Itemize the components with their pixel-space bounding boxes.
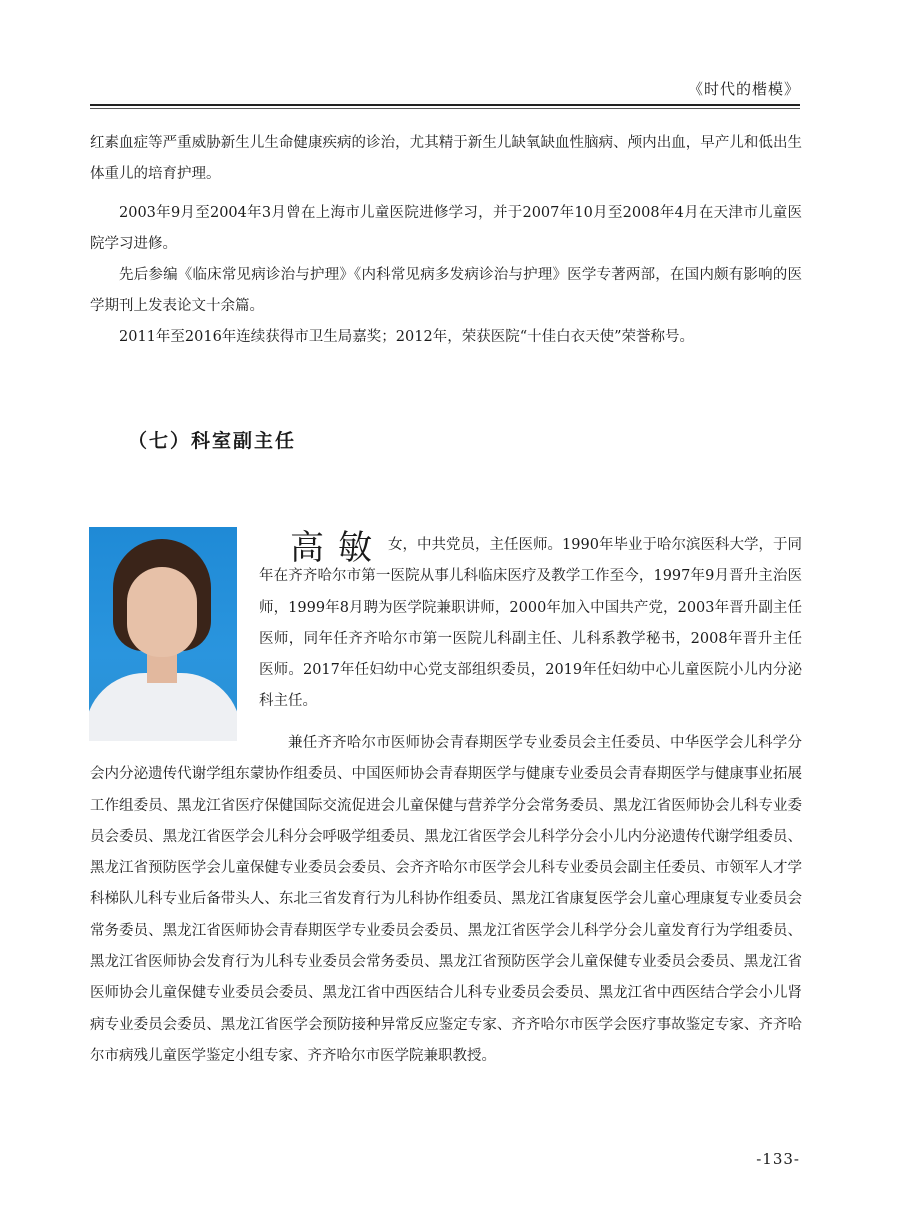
profile-duties: 兼任齐齐哈尔市医师协会青春期医学专业委员会主任委员、中华医学会儿科学分会内分泌遗传代谢学组东蒙协作组委员、中国医师协会青春期医学与健康专业委员会青春期医学与健康事业拓展工作组委员、黑龙江省医疗保健国际交流促进会儿童保健与营养学分会常务委员、黑龙江省医师协会儿科专业委员会委员、黑龙江省医学会儿科分会呼吸学组委员、黑龙江省医学会儿科学分会小儿内分泌遗传代谢学组委员、黑龙江省预防医学会儿童保健专业委员会委员、会齐齐哈尔市医学会儿科专业委员会副主任委员、市领军人才学科梯队儿科专业后备带头人、东北三省发育行为儿科协作组委员、黑龙江省康复医学会儿童心理康复专业委员会常务委员、黑龙江省医师协会青春期医学专业委员会委员、黑龙江省医学会儿科学分会儿童发育行为学组委员、黑龙江省医师协会发育行为儿科专业委员会常务委员、黑龙江省预防医学会儿童保健专业委员会委员、黑龙江省医师协会儿童保健专业委员会委员、黑龙江省中西医结合儿科专业委员会委员、黑龙江省中西医结合学会小儿肾病专业委员会委员、黑龙江省医学会预防接种异常反应鉴定专家、齐齐哈尔市医学会医疗事故鉴定专家、齐齐哈尔市病残儿童医学鉴定小组专家、齐齐哈尔市医学院兼职教授。 <box>90 735 802 1064</box>
paragraph-continued: 红素血症等严重威胁新生儿生命健康疾病的诊治，尤其精于新生儿缺氧缺血性脑病、颅内出血，早产儿和低出生体重儿的培育护理。 <box>90 135 802 182</box>
photo-face <box>127 567 197 657</box>
paragraph-publications: 先后参编《临床常见病诊治与护理》《内科常见病多发病诊治与护理》医学专著两部，在国内颇有影响的医学期刊上发表论文十余篇。 <box>90 267 802 314</box>
section-title: （七）科室副主任 <box>128 430 297 452</box>
paragraph-awards: 2011年至2016年连续获得市卫生局嘉奖；2012年，荣获医院“十佳白衣天使”荣誉称号。 <box>119 329 695 345</box>
profile-photo <box>89 527 237 741</box>
profile-intro: 女，中共党员，主任医师。1990年毕业于哈尔滨医科大学，于同年在齐齐哈尔市第一医院从事儿科临床医疗及教学工作至今，1997年9月晋升主治医师，1999年8月聘为医学院兼职讲师，2000年加入中国共产党，2003年晋升副主任医师，同年任齐齐哈尔市第一医院儿科副主任、儿科系教学秘书，2008年晋升主任医师。2017年任妇幼中心党支部组织委员，2019年任妇幼中心儿童医院小儿内分泌科主任。 <box>259 537 802 710</box>
header-rule <box>90 104 800 106</box>
profile-name: 高敏 <box>290 528 386 568</box>
page-number: -133- <box>756 1150 800 1168</box>
header-rule-thin <box>90 108 800 109</box>
running-header-title: 《时代的楷模》 <box>687 80 800 98</box>
paragraph-training: 2003年9月至2004年3月曾在上海市儿童医院进修学习，并于2007年10月至2008年4月在天津市儿童医院学习进修。 <box>90 205 802 252</box>
